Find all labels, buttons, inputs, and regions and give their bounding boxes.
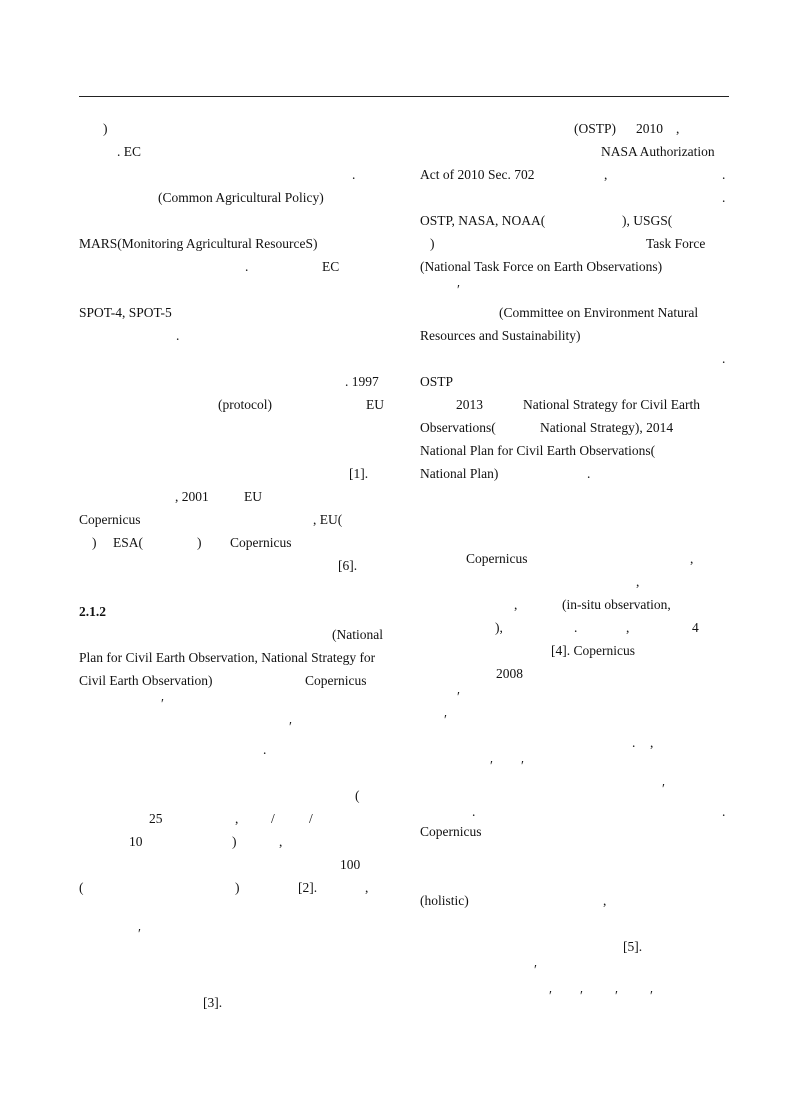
left-text-fragment: EC: [322, 259, 340, 274]
right-text-fragment: National Plan for Civil Earth Observations(: [420, 443, 656, 458]
left-text-fragment: .: [352, 167, 356, 182]
left-text-fragment: ): [103, 121, 108, 136]
right-text-fragment: ,: [636, 574, 640, 589]
left-text-fragment: (protocol): [218, 397, 272, 412]
right-text-fragment: .: [722, 167, 726, 182]
right-text-fragment: (Committee on Environment Natural: [499, 305, 699, 320]
header-rule: [79, 96, 729, 97]
right-text-fragment: ,: [650, 735, 654, 750]
right-text-fragment: ′: [534, 962, 537, 977]
right-text-fragment: NASA Authorization: [601, 144, 715, 159]
right-text-fragment: ′: [615, 988, 618, 1003]
right-text-fragment: [5].: [623, 939, 643, 954]
right-text-fragment: .: [722, 190, 726, 205]
left-text-fragment: SPOT-4, SPOT-5: [79, 305, 172, 320]
left-text-fragment: , 2001: [175, 489, 209, 504]
right-text-fragment: Observations(: [420, 420, 496, 435]
left-text-fragment: EU: [366, 397, 384, 412]
right-text-fragment: [4]. Copernicus: [551, 643, 635, 658]
left-text-fragment: . 1997: [345, 374, 379, 389]
right-text-fragment: ′: [490, 758, 493, 773]
right-text-fragment: OSTP: [420, 374, 454, 389]
right-text-fragment: Copernicus: [466, 551, 528, 566]
left-text-fragment: , EU(: [313, 512, 343, 527]
right-text-fragment: .: [632, 735, 636, 750]
left-text-fragment: ′: [289, 719, 292, 734]
right-text-fragment: ′: [457, 282, 460, 297]
right-text-fragment: 2008: [496, 666, 523, 681]
left-text-fragment: ): [197, 535, 202, 550]
left-text-fragment: .: [176, 328, 180, 343]
left-text-fragment: (National: [332, 627, 383, 642]
left-text-fragment: ): [232, 834, 237, 849]
left-text-fragment: [1].: [349, 466, 369, 481]
left-text-fragment: Copernicus: [305, 673, 367, 688]
right-text-fragment: Sec. 702: [488, 167, 535, 182]
right-text-fragment: ,: [514, 597, 518, 612]
left-text-fragment: 25: [149, 811, 163, 826]
right-text-fragment: (National Task Force on Earth Observations): [420, 259, 663, 274]
left-text-fragment: ,: [235, 811, 239, 826]
left-text-fragment: Copernicus: [230, 535, 292, 550]
right-text-fragment: (OSTP): [574, 121, 617, 136]
right-text-fragment: .: [587, 466, 591, 481]
left-text-fragment: Plan for Civil Earth Observation, National Strategy for: [79, 650, 376, 665]
right-text-fragment: 2013: [456, 397, 483, 412]
right-text-fragment: National Plan): [420, 466, 499, 481]
left-text-fragment: [3].: [203, 995, 223, 1010]
left-text-fragment: (Common Agricultural Policy): [158, 190, 324, 205]
right-text-fragment: .: [722, 351, 726, 366]
right-text-fragment: (holistic): [420, 893, 469, 908]
right-text-fragment: ,: [626, 620, 630, 635]
left-text-fragment: Copernicus: [79, 512, 141, 527]
left-text-fragment: 100: [340, 857, 361, 872]
left-text-fragment: ,: [365, 880, 369, 895]
right-text-fragment: ,: [676, 121, 680, 136]
right-text-fragment: ),: [495, 620, 503, 635]
left-text-fragment: 2.1.2: [79, 604, 106, 619]
left-text-fragment: [2].: [298, 880, 318, 895]
left-text-fragment: ): [235, 880, 240, 895]
left-text-fragment: .: [245, 259, 249, 274]
left-text-fragment: MARS(Monitoring Agricultural ResourceS): [79, 236, 318, 251]
left-text-fragment: ): [92, 535, 97, 550]
left-text-fragment: Civil Earth Observation): [79, 673, 213, 688]
right-text-fragment: ,: [690, 551, 694, 566]
right-text-fragment: ), USGS(: [622, 213, 673, 228]
left-text-fragment: /: [271, 811, 275, 826]
left-text-fragment: ′: [138, 926, 141, 941]
left-text-fragment: (: [355, 788, 360, 803]
left-text-fragment: 10: [129, 834, 143, 849]
right-text-fragment: ′: [662, 781, 665, 796]
right-text-fragment: ′: [457, 689, 460, 704]
right-text-fragment: National Strategy), 2014: [540, 420, 674, 435]
right-text-fragment: ,: [604, 167, 608, 182]
right-text-fragment: Task Force: [646, 236, 706, 251]
left-text-fragment: EU: [244, 489, 262, 504]
right-text-fragment: ′: [521, 758, 524, 773]
right-text-fragment: 2010: [636, 121, 663, 136]
right-text-fragment: 4: [692, 620, 699, 635]
left-text-fragment: ′: [161, 696, 164, 711]
right-text-fragment: .: [574, 620, 578, 635]
right-text-fragment: ′: [650, 988, 653, 1003]
right-text-fragment: (in-situ observation,: [562, 597, 671, 612]
right-text-fragment: National Strategy for Civil Earth: [523, 397, 700, 412]
right-text-fragment: ′: [580, 988, 583, 1003]
right-text-fragment: ′: [549, 988, 552, 1003]
right-text-fragment: .: [722, 804, 726, 819]
right-text-fragment: OSTP, NASA, NOAA(: [420, 213, 546, 228]
right-text-fragment: .: [472, 804, 476, 819]
right-text-fragment: Resources and Sustainability): [420, 328, 581, 343]
right-text-fragment: ′: [444, 712, 447, 727]
left-text-fragment: /: [309, 811, 313, 826]
left-text-fragment: ESA(: [113, 535, 143, 550]
left-text-fragment: . EC: [117, 144, 142, 159]
left-text-fragment: [6].: [338, 558, 358, 573]
left-text-fragment: .: [263, 742, 267, 757]
left-text-fragment: (: [79, 880, 84, 895]
left-text-fragment: ,: [279, 834, 283, 849]
right-text-fragment: ): [430, 236, 435, 251]
right-text-fragment: Copernicus: [420, 824, 482, 839]
right-text-fragment: Act of 2010: [420, 167, 485, 182]
right-text-fragment: ,: [603, 893, 607, 908]
